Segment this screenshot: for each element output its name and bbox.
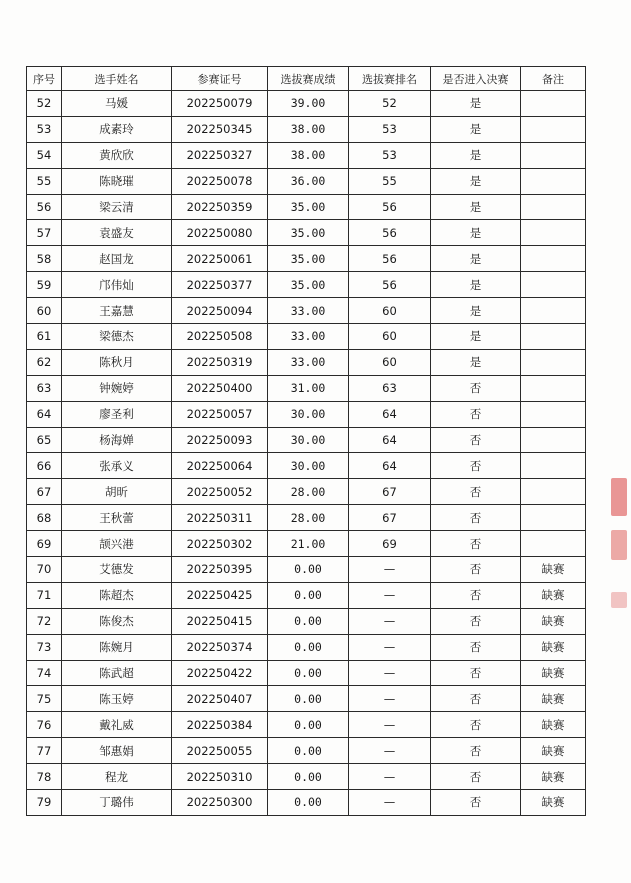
cell-score: 21.00 bbox=[268, 531, 349, 557]
header-cert: 参赛证号 bbox=[172, 67, 268, 91]
cell-cert: 202250377 bbox=[172, 272, 268, 298]
cell-index: 66 bbox=[27, 453, 62, 479]
cell-score: 35.00 bbox=[268, 246, 349, 272]
cell-name: 张承义 bbox=[62, 453, 172, 479]
cell-note: 缺赛 bbox=[521, 582, 586, 608]
cell-cert: 202250093 bbox=[172, 427, 268, 453]
table-row bbox=[27, 91, 586, 117]
cell-final: 否 bbox=[431, 712, 521, 738]
cell-index: 61 bbox=[27, 324, 62, 350]
cell-cert: 202250078 bbox=[172, 168, 268, 194]
table-row bbox=[27, 427, 586, 453]
cell-index: 74 bbox=[27, 660, 62, 686]
table-row bbox=[27, 194, 586, 220]
table-row bbox=[27, 608, 586, 634]
cell-cert: 202250384 bbox=[172, 712, 268, 738]
cell-score: 33.00 bbox=[268, 324, 349, 350]
cell-score: 0.00 bbox=[268, 686, 349, 712]
cell-note: 缺赛 bbox=[521, 790, 586, 816]
cell-rank: 56 bbox=[349, 246, 431, 272]
cell-name: 梁德杰 bbox=[62, 324, 172, 350]
cell-note bbox=[521, 298, 586, 324]
cell-note bbox=[521, 246, 586, 272]
cell-final: 是 bbox=[431, 142, 521, 168]
cell-score: 35.00 bbox=[268, 272, 349, 298]
table-row bbox=[27, 142, 586, 168]
cell-cert: 202250407 bbox=[172, 686, 268, 712]
cell-rank: — bbox=[349, 582, 431, 608]
cell-score: 0.00 bbox=[268, 557, 349, 583]
cell-final: 否 bbox=[431, 453, 521, 479]
cell-cert: 202250327 bbox=[172, 142, 268, 168]
cell-final: 否 bbox=[431, 401, 521, 427]
table-row bbox=[27, 660, 586, 686]
table-row bbox=[27, 298, 586, 324]
table-row bbox=[27, 712, 586, 738]
cell-final: 是 bbox=[431, 116, 521, 142]
cell-note: 缺赛 bbox=[521, 686, 586, 712]
cell-note: 缺赛 bbox=[521, 660, 586, 686]
cell-cert: 202250422 bbox=[172, 660, 268, 686]
cell-rank: — bbox=[349, 608, 431, 634]
cell-cert: 202250310 bbox=[172, 764, 268, 790]
cell-rank: 53 bbox=[349, 116, 431, 142]
cell-score: 39.00 bbox=[268, 91, 349, 117]
table-row bbox=[27, 272, 586, 298]
table-row bbox=[27, 220, 586, 246]
cell-cert: 202250079 bbox=[172, 91, 268, 117]
cell-name: 王嘉慧 bbox=[62, 298, 172, 324]
cell-score: 30.00 bbox=[268, 453, 349, 479]
cell-note bbox=[521, 479, 586, 505]
cell-score: 31.00 bbox=[268, 375, 349, 401]
table-row bbox=[27, 116, 586, 142]
table-row bbox=[27, 582, 586, 608]
cell-score: 0.00 bbox=[268, 634, 349, 660]
cell-index: 73 bbox=[27, 634, 62, 660]
cell-final: 是 bbox=[431, 91, 521, 117]
cell-rank: — bbox=[349, 712, 431, 738]
cell-cert: 202250359 bbox=[172, 194, 268, 220]
cell-score: 28.00 bbox=[268, 505, 349, 531]
cell-note: 缺赛 bbox=[521, 764, 586, 790]
cell-score: 0.00 bbox=[268, 660, 349, 686]
cell-rank: 64 bbox=[349, 401, 431, 427]
cell-index: 71 bbox=[27, 582, 62, 608]
cell-score: 35.00 bbox=[268, 194, 349, 220]
header-index: 序号 bbox=[27, 67, 62, 91]
header-note: 备注 bbox=[521, 67, 586, 91]
cell-rank: 64 bbox=[349, 427, 431, 453]
cell-index: 70 bbox=[27, 557, 62, 583]
cell-index: 79 bbox=[27, 790, 62, 816]
cell-final: 否 bbox=[431, 790, 521, 816]
cell-score: 0.00 bbox=[268, 712, 349, 738]
cell-name: 袁盛友 bbox=[62, 220, 172, 246]
header-name: 选手姓名 bbox=[62, 67, 172, 91]
cell-cert: 202250345 bbox=[172, 116, 268, 142]
table-row bbox=[27, 479, 586, 505]
cell-score: 0.00 bbox=[268, 790, 349, 816]
cell-cert: 202250061 bbox=[172, 246, 268, 272]
cell-rank: 67 bbox=[349, 505, 431, 531]
cell-final: 否 bbox=[431, 531, 521, 557]
cell-rank: 60 bbox=[349, 349, 431, 375]
cell-note bbox=[521, 168, 586, 194]
seal-stamp-fragment bbox=[611, 530, 627, 560]
cell-index: 57 bbox=[27, 220, 62, 246]
cell-name: 邝伟灿 bbox=[62, 272, 172, 298]
table-row bbox=[27, 349, 586, 375]
cell-name: 王秋蕾 bbox=[62, 505, 172, 531]
cell-cert: 202250080 bbox=[172, 220, 268, 246]
cell-final: 否 bbox=[431, 608, 521, 634]
cell-final: 是 bbox=[431, 349, 521, 375]
cell-final: 否 bbox=[431, 427, 521, 453]
header-final: 是否进入决赛 bbox=[431, 67, 521, 91]
cell-note bbox=[521, 401, 586, 427]
cell-cert: 202250374 bbox=[172, 634, 268, 660]
cell-cert: 202250052 bbox=[172, 479, 268, 505]
cell-name: 钟婉婷 bbox=[62, 375, 172, 401]
table-row bbox=[27, 168, 586, 194]
cell-cert: 202250425 bbox=[172, 582, 268, 608]
cell-score: 36.00 bbox=[268, 168, 349, 194]
cell-cert: 202250055 bbox=[172, 738, 268, 764]
cell-index: 60 bbox=[27, 298, 62, 324]
cell-rank: 53 bbox=[349, 142, 431, 168]
table-row bbox=[27, 531, 586, 557]
cell-name: 陈超杰 bbox=[62, 582, 172, 608]
cell-note bbox=[521, 272, 586, 298]
cell-rank: 64 bbox=[349, 453, 431, 479]
cell-name: 赵国龙 bbox=[62, 246, 172, 272]
table-row bbox=[27, 375, 586, 401]
cell-name: 陈玉婷 bbox=[62, 686, 172, 712]
cell-final: 是 bbox=[431, 220, 521, 246]
table-row bbox=[27, 790, 586, 816]
cell-note bbox=[521, 91, 586, 117]
cell-cert: 202250319 bbox=[172, 349, 268, 375]
cell-index: 64 bbox=[27, 401, 62, 427]
cell-cert: 202250395 bbox=[172, 557, 268, 583]
cell-score: 30.00 bbox=[268, 427, 349, 453]
seal-stamp-fragment bbox=[611, 478, 627, 516]
cell-note bbox=[521, 375, 586, 401]
cell-index: 77 bbox=[27, 738, 62, 764]
cell-cert: 202250064 bbox=[172, 453, 268, 479]
cell-final: 否 bbox=[431, 557, 521, 583]
cell-index: 62 bbox=[27, 349, 62, 375]
cell-name: 陈婉月 bbox=[62, 634, 172, 660]
cell-index: 65 bbox=[27, 427, 62, 453]
cell-score: 0.00 bbox=[268, 582, 349, 608]
cell-note bbox=[521, 116, 586, 142]
cell-rank: — bbox=[349, 557, 431, 583]
cell-index: 52 bbox=[27, 91, 62, 117]
cell-rank: — bbox=[349, 764, 431, 790]
cell-index: 55 bbox=[27, 168, 62, 194]
table-body bbox=[27, 91, 586, 816]
cell-rank: — bbox=[349, 738, 431, 764]
cell-name: 杨海婵 bbox=[62, 427, 172, 453]
cell-cert: 202250400 bbox=[172, 375, 268, 401]
cell-name: 廖圣利 bbox=[62, 401, 172, 427]
cell-name: 丁璐伟 bbox=[62, 790, 172, 816]
cell-rank: — bbox=[349, 634, 431, 660]
cell-index: 63 bbox=[27, 375, 62, 401]
cell-name: 邹惠娟 bbox=[62, 738, 172, 764]
cell-rank: 60 bbox=[349, 324, 431, 350]
cell-final: 否 bbox=[431, 738, 521, 764]
cell-index: 78 bbox=[27, 764, 62, 790]
cell-final: 是 bbox=[431, 272, 521, 298]
cell-rank: — bbox=[349, 790, 431, 816]
cell-note bbox=[521, 427, 586, 453]
cell-cert: 202250300 bbox=[172, 790, 268, 816]
cell-score: 0.00 bbox=[268, 738, 349, 764]
cell-final: 否 bbox=[431, 505, 521, 531]
cell-note bbox=[521, 505, 586, 531]
table-row bbox=[27, 246, 586, 272]
cell-name: 成素玲 bbox=[62, 116, 172, 142]
table-row bbox=[27, 401, 586, 427]
cell-rank: 52 bbox=[349, 91, 431, 117]
cell-index: 76 bbox=[27, 712, 62, 738]
cell-name: 戴礼威 bbox=[62, 712, 172, 738]
results-table bbox=[26, 66, 586, 816]
cell-score: 0.00 bbox=[268, 764, 349, 790]
cell-cert: 202250057 bbox=[172, 401, 268, 427]
cell-cert: 202250311 bbox=[172, 505, 268, 531]
cell-final: 否 bbox=[431, 764, 521, 790]
cell-final: 是 bbox=[431, 194, 521, 220]
table-row bbox=[27, 453, 586, 479]
cell-index: 68 bbox=[27, 505, 62, 531]
cell-note bbox=[521, 453, 586, 479]
cell-index: 54 bbox=[27, 142, 62, 168]
cell-name: 马媛 bbox=[62, 91, 172, 117]
cell-name: 颉兴港 bbox=[62, 531, 172, 557]
cell-final: 否 bbox=[431, 582, 521, 608]
table-row bbox=[27, 686, 586, 712]
cell-note: 缺赛 bbox=[521, 712, 586, 738]
cell-score: 0.00 bbox=[268, 608, 349, 634]
cell-name: 程龙 bbox=[62, 764, 172, 790]
cell-final: 是 bbox=[431, 298, 521, 324]
cell-score: 38.00 bbox=[268, 116, 349, 142]
cell-score: 38.00 bbox=[268, 142, 349, 168]
cell-name: 陈俊杰 bbox=[62, 608, 172, 634]
cell-rank: 55 bbox=[349, 168, 431, 194]
cell-final: 否 bbox=[431, 479, 521, 505]
cell-name: 黄欣欣 bbox=[62, 142, 172, 168]
cell-note: 缺赛 bbox=[521, 608, 586, 634]
cell-index: 56 bbox=[27, 194, 62, 220]
table-row bbox=[27, 557, 586, 583]
cell-final: 否 bbox=[431, 686, 521, 712]
cell-name: 艾德发 bbox=[62, 557, 172, 583]
cell-rank: — bbox=[349, 660, 431, 686]
cell-score: 28.00 bbox=[268, 479, 349, 505]
cell-index: 72 bbox=[27, 608, 62, 634]
cell-name: 胡昕 bbox=[62, 479, 172, 505]
cell-note bbox=[521, 349, 586, 375]
cell-score: 35.00 bbox=[268, 220, 349, 246]
cell-rank: 69 bbox=[349, 531, 431, 557]
cell-score: 30.00 bbox=[268, 401, 349, 427]
cell-rank: 56 bbox=[349, 272, 431, 298]
cell-rank: — bbox=[349, 686, 431, 712]
cell-cert: 202250415 bbox=[172, 608, 268, 634]
cell-cert: 202250302 bbox=[172, 531, 268, 557]
cell-index: 67 bbox=[27, 479, 62, 505]
table-row bbox=[27, 324, 586, 350]
cell-note bbox=[521, 194, 586, 220]
cell-final: 否 bbox=[431, 634, 521, 660]
seal-stamp-fragment bbox=[611, 592, 627, 608]
table-row bbox=[27, 764, 586, 790]
cell-cert: 202250508 bbox=[172, 324, 268, 350]
cell-final: 否 bbox=[431, 660, 521, 686]
cell-note: 缺赛 bbox=[521, 738, 586, 764]
table-row bbox=[27, 738, 586, 764]
cell-index: 69 bbox=[27, 531, 62, 557]
cell-note bbox=[521, 531, 586, 557]
cell-final: 是 bbox=[431, 168, 521, 194]
cell-index: 75 bbox=[27, 686, 62, 712]
header-score: 选拔赛成绩 bbox=[268, 67, 349, 91]
cell-rank: 63 bbox=[349, 375, 431, 401]
cell-name: 陈秋月 bbox=[62, 349, 172, 375]
cell-note bbox=[521, 324, 586, 350]
cell-cert: 202250094 bbox=[172, 298, 268, 324]
cell-index: 58 bbox=[27, 246, 62, 272]
cell-final: 是 bbox=[431, 246, 521, 272]
cell-rank: 56 bbox=[349, 194, 431, 220]
cell-score: 33.00 bbox=[268, 298, 349, 324]
cell-note bbox=[521, 142, 586, 168]
cell-index: 59 bbox=[27, 272, 62, 298]
cell-rank: 56 bbox=[349, 220, 431, 246]
cell-index: 53 bbox=[27, 116, 62, 142]
cell-final: 否 bbox=[431, 375, 521, 401]
cell-rank: 67 bbox=[349, 479, 431, 505]
cell-note: 缺赛 bbox=[521, 634, 586, 660]
cell-score: 33.00 bbox=[268, 349, 349, 375]
cell-name: 梁云清 bbox=[62, 194, 172, 220]
table-header-row bbox=[27, 67, 586, 91]
table-row bbox=[27, 505, 586, 531]
cell-note bbox=[521, 220, 586, 246]
header-rank: 选拔赛排名 bbox=[349, 67, 431, 91]
cell-name: 陈武超 bbox=[62, 660, 172, 686]
cell-note: 缺赛 bbox=[521, 557, 586, 583]
cell-final: 是 bbox=[431, 324, 521, 350]
table-row bbox=[27, 634, 586, 660]
cell-name: 陈晓璀 bbox=[62, 168, 172, 194]
cell-rank: 60 bbox=[349, 298, 431, 324]
